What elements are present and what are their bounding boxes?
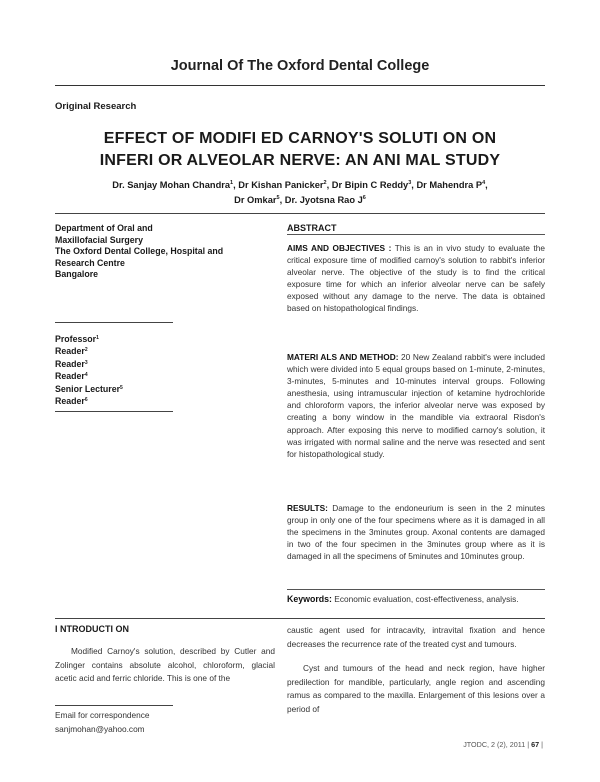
role-item bbox=[55, 333, 123, 345]
page-number: 67 bbox=[531, 740, 540, 749]
correspondence bbox=[55, 709, 150, 736]
author-name: Dr Bipin C Reddy bbox=[331, 180, 409, 190]
abstract-methods bbox=[287, 351, 545, 460]
role-item bbox=[55, 370, 123, 382]
roles-top-divider bbox=[55, 322, 173, 323]
role-title: Senior Lecturer bbox=[55, 383, 121, 394]
results-text: Damage to the endoneurium is seen in the 2 minutes group in only one of the four specimens where as it is damaged in all the specimens in the 3minutes group. Axonal contents are damaged in two of the four specimen in the 3minutes group where as it is damaged in all the specimens of 5minutes and 10minutes group. bbox=[287, 503, 545, 562]
correspondence-email[interactable]: sanjmohan@yahoo.com bbox=[55, 723, 145, 734]
role-item bbox=[55, 358, 123, 370]
author-roles bbox=[55, 333, 123, 407]
keywords bbox=[287, 594, 545, 604]
author-mark: 5 bbox=[276, 195, 280, 201]
intro-paragraph: Cyst and tumours of the head and neck region, have higher predilection for mandible, particularly, angle region and ascending ramus as compared to the maxilla. Enlargement of this lesions over a period of bbox=[287, 663, 545, 714]
author-name: Dr Omkar bbox=[234, 195, 277, 205]
aims-label: AIMS AND OBJECTIVES : bbox=[287, 243, 392, 253]
intro-paragraph: caustic agent used for intracavity, intravital fixation and hence decreases the recurrence rate of the treated cyst and tumours. bbox=[287, 625, 545, 649]
journal-title: Journal Of The Oxford Dental College bbox=[170, 58, 430, 74]
results-label: RESULTS: bbox=[287, 503, 328, 513]
page-footer bbox=[463, 740, 543, 749]
keywords-text: Economic evaluation, cost-effectiveness, analysis. bbox=[331, 594, 519, 604]
correspondence-label: Email for correspondence bbox=[55, 710, 150, 720]
intro-paragraph: Modified Carnoy's solution, described by Cutler and Zolinger contains absolute alcohol, chloroform, glacial acetic acid and ferric chloride. This is one of the bbox=[55, 646, 275, 683]
role-title: Professor bbox=[55, 334, 97, 344]
author-line-2: Dr Omkar$^5$, Dr. Jyotsna Rao $J^6$ bbox=[234, 195, 366, 205]
body-divider bbox=[55, 618, 545, 619]
role-mark: 3 bbox=[84, 359, 88, 366]
affiliation-line: Bangalore bbox=[55, 269, 99, 280]
role-title: Reader bbox=[55, 396, 85, 407]
author-name: Dr. Jyotsna Rao J bbox=[284, 195, 363, 205]
author-list bbox=[75, 177, 525, 207]
role-title: Reader bbox=[55, 371, 85, 382]
role-mark: 4 bbox=[84, 372, 88, 379]
abstract-aims bbox=[287, 242, 545, 315]
roles-bottom-divider bbox=[55, 411, 173, 412]
role-mark: 2 bbox=[84, 347, 88, 354]
intro-right-column bbox=[287, 624, 545, 716]
authors-divider bbox=[55, 213, 545, 214]
section-label: Original Research bbox=[55, 101, 137, 112]
affiliation-line: Research Centre bbox=[55, 257, 125, 268]
role-title: Reader bbox=[55, 346, 85, 357]
role-mark: 1 bbox=[96, 335, 99, 341]
abstract-heading: ABSTRACT bbox=[287, 223, 337, 233]
affiliation bbox=[55, 223, 270, 281]
footer-tail: | bbox=[541, 740, 543, 749]
correspondence-divider bbox=[55, 705, 173, 706]
author-mark: 3 bbox=[408, 180, 412, 186]
role-item bbox=[55, 395, 123, 407]
role-mark: 5 bbox=[120, 384, 123, 391]
role-item bbox=[55, 383, 123, 395]
author-line-1: Dr. Sanjay Mohan Chandra$^1$, Dr Kishan Panicker$^2$, Dr Bipin C Reddy$^3$, Dr Mahendra $P^4$, bbox=[112, 180, 488, 190]
article-title-line-2: INFERI OR ALVEOLAR NERVE: AN ANI MAL STUDY bbox=[99, 152, 501, 169]
author-name: Dr. Sanjay Mohan Chandra bbox=[112, 180, 231, 190]
affiliation-line: Maxillofacial Surgery bbox=[55, 234, 144, 245]
author-name: Dr Kishan Panicker bbox=[238, 180, 324, 190]
abstract-results bbox=[287, 502, 545, 562]
role-item bbox=[55, 345, 123, 357]
author-mark: 1 bbox=[230, 180, 234, 186]
author-mark: 6 bbox=[362, 195, 366, 201]
aims-text: This is an in vivo study to evaluate the critical exposure time of modified carnoy's solution to rabbit's inferior alveolar nerve. The objective of the study is to find the critical exposure time for which an inferior alveolar nerve can be safely exposed without any damage to the nerve. The data is obtained based on histopathological findings. bbox=[287, 243, 546, 314]
affiliation-line: The Oxford Dental College, Hospital and bbox=[55, 246, 224, 257]
abstract-top-divider bbox=[287, 234, 545, 235]
intro-left-column bbox=[55, 645, 275, 686]
author-mark: 4 bbox=[482, 180, 486, 186]
author-mark: 2 bbox=[323, 180, 327, 186]
methods-label: MATERI ALS AND METHOD: bbox=[287, 352, 399, 362]
keywords-label: Keywords: bbox=[287, 594, 332, 604]
methods-text: 20 New Zealand rabbit's were included which were divided into 5 equal groups based on 1-minute, 2-minutes, 3-minutes, 5-minutes and 10-minutes interval groups. Following anesthesia, using intramuscular injection of ketamine hydrochloride and chloroform vapors, the inferior alveolar nerve was exposed by creating a bony window in the mandible via extraoral Risdon's approach. After exposing this nerve to modified carnoy's solution, it was irrigated with normal saline and the nerve was resected and sent for histopathological study. bbox=[287, 352, 545, 459]
introduction-heading: I NTRODUCTI ON bbox=[55, 624, 129, 634]
author-name: Dr Mahendra P bbox=[416, 180, 483, 190]
keywords-top-divider bbox=[287, 589, 545, 590]
article-title-line-1: EFFECT OF MODIFI ED CARNOY'S SOLUTI ON ON bbox=[103, 130, 497, 147]
article-title bbox=[55, 128, 545, 172]
role-mark: 6 bbox=[84, 397, 88, 404]
header-divider bbox=[55, 85, 545, 86]
affiliation-line: Department of Oral and bbox=[55, 223, 153, 233]
role-title: Reader bbox=[55, 358, 85, 369]
footer-citation: JTODC, 2 (2), 2011 | bbox=[463, 740, 530, 749]
